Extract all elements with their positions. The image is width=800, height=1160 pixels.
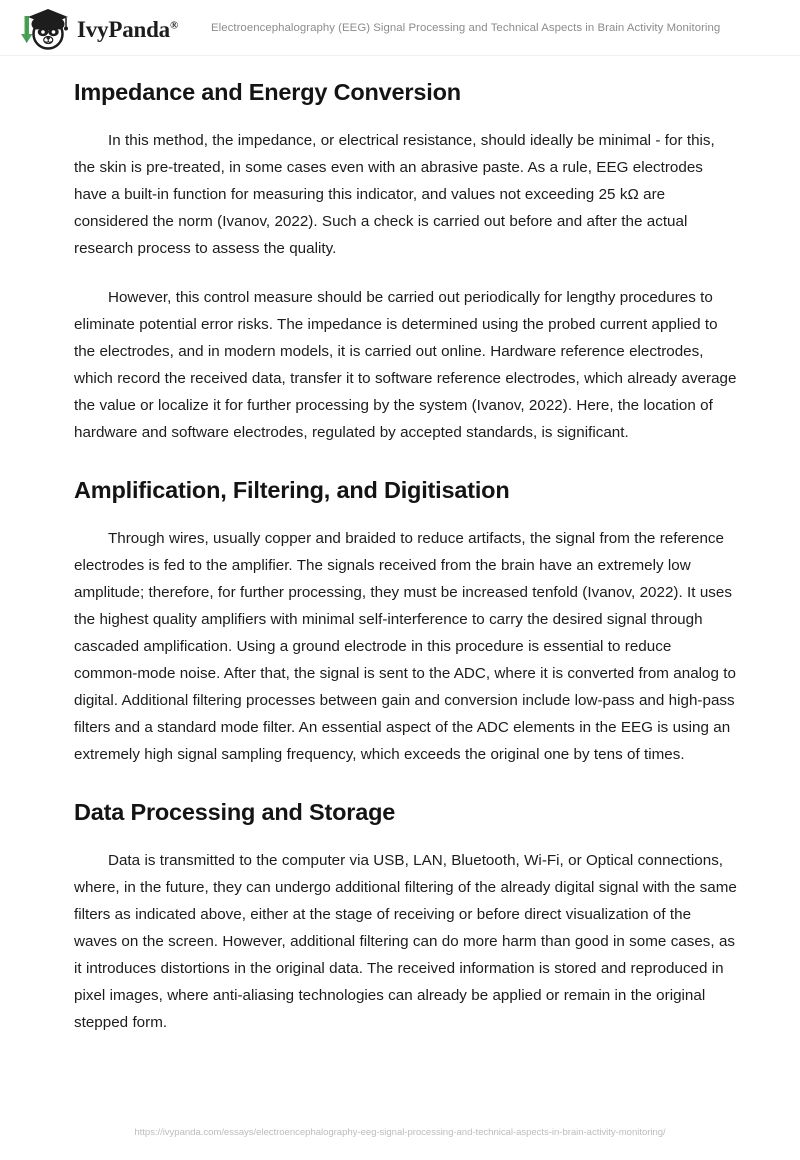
registered-mark: ®	[169, 18, 179, 31]
panda-graduate-logo-icon	[16, 5, 72, 51]
section-heading-amplification: Amplification, Filtering, and Digitisation	[74, 477, 510, 504]
paragraph-impedance-1: In this method, the impedance, or electrical resistance, should ideally be minimal - for this, the skin is pre-treated, in some cases even with an abrasive paste. As a rule, EEG electrodes have a built-in function for measuring this indicator, and values not exceeding 25 kΩ are considered the norm (Ivanov, 2022). Such a check is carried out before and after the actual research process to assess the quality.	[74, 131, 715, 257]
footer-source-url[interactable]: https://ivypanda.com/essays/electroencephalography-eeg-signal-processing-and-technical-aspects-in-brain-activity-monitoring/	[134, 1127, 666, 1138]
paragraph-impedance-2: However, this control measure should be carried out periodically for lengthy procedures to eliminate potential error risks. The impedance is determined using the probed current applied to the electrodes, and in modern models, it is carried out online. Hardware reference electrodes, which record the received data, transfer it to software reference electrodes, which already average the value or localize it for further processing by the system (Ivanov, 2022). Here, the location of hardware and software electrodes, regulated by accepted standards, is significant.	[74, 288, 737, 442]
brand-name	[77, 18, 178, 41]
paragraph-data-processing-1: Data is transmitted to the computer via USB, LAN, Bluetooth, Wi-Fi, or Optical connections, where, in the future, they can undergo additional filtering of the already digital signal with the same filters as indicated above, either at the stage of receiving or before direct visualization of the waves on the screen. However, additional filtering can do more harm than good in some cases, as it introduces distortions in the original data. The received information is stored and reproduced in pixel images, where anti-aliasing technologies can already be applied or remain in the original stepped form.	[74, 851, 737, 1032]
paragraph-amplification-1: Through wires, usually copper and braided to reduce artifacts, the signal from the reference electrodes is fed to the amplifier. The signals received from the brain have an extremely low amplitude; therefore, for further processing, they must be increased tenfold (Ivanov, 2022). It uses the highest quality amplifiers with minimal self-interference to carry the desired signal through cascaded amplification. Using a ground electrode in this procedure is essential to reduce common-mode noise. After that, the signal is sent to the ADC, where it is converted from analog to digital. Additional filtering processes between gain and conversion include low-pass and high-pass filters and a standard mode filter. An essential aspect of the ADC elements in the EEG is using an extremely high signal sampling frequency, which exceeds the original one by tens of times.	[74, 529, 736, 764]
brand-name-text: IvyPanda	[77, 16, 170, 42]
document-content	[0, 56, 800, 1036]
page-header	[0, 0, 800, 56]
brand-logo[interactable]	[16, 5, 178, 51]
section-heading-impedance: Impedance and Energy Conversion	[74, 79, 461, 105]
section-heading-data-processing: Data Processing and Storage	[74, 799, 396, 826]
document-title: Electroencephalography (EEG) Signal Processing and Technical Aspects in Brain Activity Monitoring	[211, 21, 721, 34]
